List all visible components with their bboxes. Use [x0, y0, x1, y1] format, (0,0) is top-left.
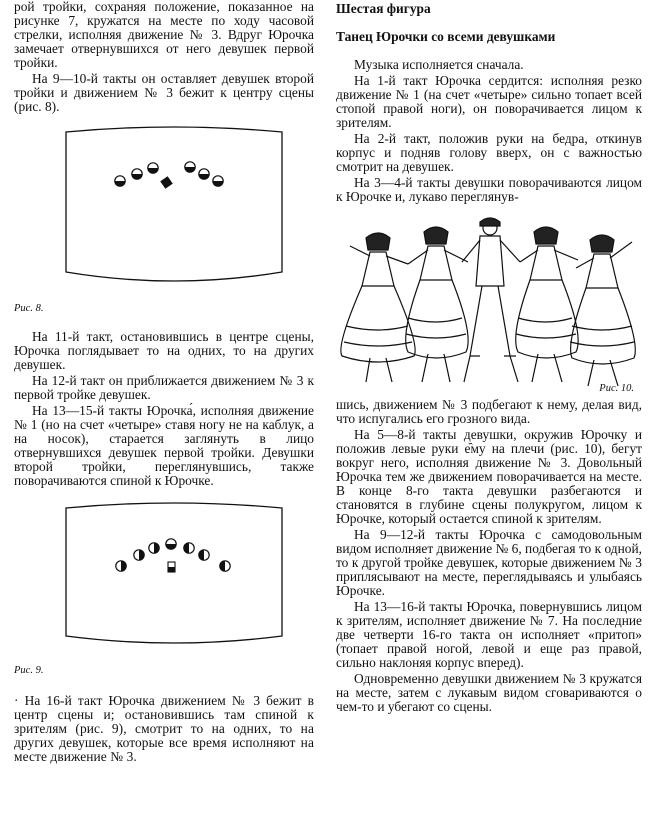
section-heading: Шестая фигура — [336, 1, 431, 16]
right-column — [336, 0, 642, 716]
figure-caption: Рис. 10. — [599, 383, 634, 394]
left-column — [14, 0, 314, 766]
stage-diagram-9 — [14, 500, 314, 650]
boy-marker — [168, 562, 175, 572]
paragraph: На 13—16-й такты Юрочка, повернувшись лицом к зрителям, исполняет движение № 7. На последние две четверти 16-го такта он исполняет «притоп» (топает правой ногой, левой и еще раз правой, сильно наклоняя корпус вперед). — [336, 599, 642, 670]
girl-markers-right — [185, 162, 223, 186]
paragraph: На 1-й такт Юрочка сердится: исполняя резко движение № 1 (на счет «четыре» сильно топает всей стопой правой ноги), он поворачивается лицом к зрителям. — [336, 73, 642, 130]
paragraph: На 9—10-й такты он оставляет девушек второй тройки и движением № 3 бежит к центру сцены (рис. 8). — [14, 71, 314, 114]
paragraph: На 5—8-й такты девушки, окружив Юрочку и положив левые руки е᷈му на плечи (рис. 10), бегут вокруг него, исполняя движение № 3. Довольный Юрочка тем же движением поворачивается на месте. В конце 8-го такта девушки разбегаются и становятся в глубине сцены полукругом, лицом к Юрочке, который остается спиной к зрителям. — [336, 427, 642, 526]
girl-markers-left — [115, 163, 158, 186]
figure-10 — [336, 206, 642, 398]
boy-marker — [160, 176, 173, 189]
paragraph: · На 16-й такт Юрочка движением № 3 бежит в центр сцены и; остановившись там спиной к зрителям (рис. 9), смотрит то на одних, то на других девушек, которые все время исполняют на месте движение № 3. — [14, 693, 314, 764]
section-subheading: Танец Юрочки со всеми девушками — [336, 29, 556, 44]
paragraph: Музыка исполняется сначала. — [354, 57, 524, 72]
paragraph: На 2-й такт, положив руки на бедра, откинув корпус и подняв голову вверх, он с важностью смотрит на девушек. — [336, 131, 642, 174]
figure-8 — [14, 124, 314, 316]
paragraph: На 3—4-й такты девушки поворачиваются лицом к Юрочке и, лукаво переглянув- — [336, 175, 642, 204]
figure-caption: Рис. 8. — [14, 303, 44, 314]
girl-markers-top — [134, 539, 209, 560]
dancers-illustration — [336, 206, 642, 398]
stage-diagram-8 — [14, 124, 314, 294]
figure-caption: Рис. 9. — [14, 665, 44, 676]
paragraph: Одновременно девушки движением № 3 кружатся на месте, затем с лукавым видом сговариваются о чем-то и убегают со сцены. — [336, 671, 642, 714]
figure-9 — [14, 500, 314, 678]
paragraph: На 11-й такт, остановившись в центре сцены, Юрочка поглядывает то на одних, то на других девушек. — [14, 329, 314, 372]
paragraph: На 13—15-й такты Юрочка́, исполняя движение № 1 (но на счет «четыре» ставя ногу не на каблук, а на носок), старается заглянуть в лицо отвернувшихся девушек первой тройки. Девушки второй тройки, переглянувшись, также поворачиваются спиной к Юрочке. — [14, 403, 314, 488]
paragraph: шись, движением № 3 подбегают к нему, делая вид, что испугались его грозного вида. — [336, 397, 642, 426]
paragraph: На 12-й такт он приближается движением № 3 к первой тройке девушек. — [14, 373, 314, 402]
paragraph: рой тройки, сохраняя положение, показанное на рисунке 7, кружатся на месте по ходу часовой стрелки, исполняя движение № 3. Вдруг Юрочка замечает отвернувшихся от него девушек первой тройки. — [14, 0, 314, 70]
paragraph: На 9—12-й такты Юрочка с самодовольным видом исполняет движение № 6, подбегая то к одной, то к другой тройке девушек, которые движением № 3 приплясывают на месте, переглядываясь и улыбаясь Юрочке. — [336, 527, 642, 598]
